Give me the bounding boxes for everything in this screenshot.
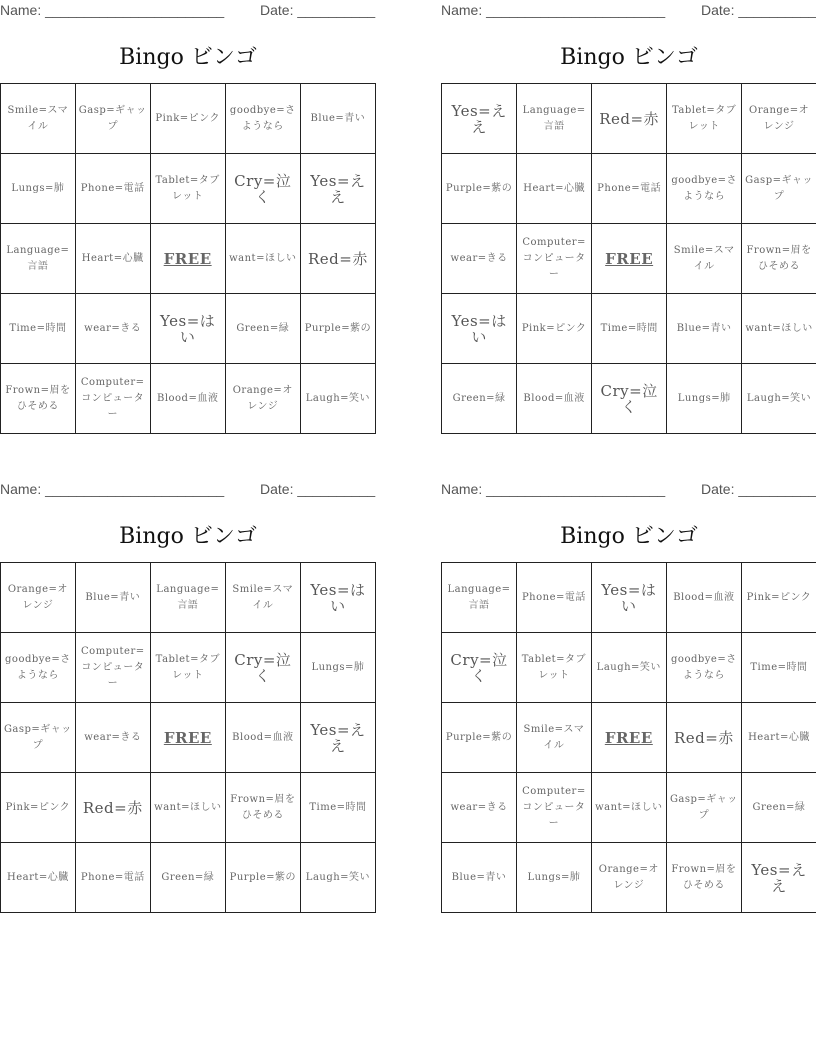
- bingo-cell: Blood=血液: [225, 703, 300, 773]
- bingo-row: [442, 633, 816, 703]
- bingo-cell: goodbye=さようなら: [225, 84, 300, 154]
- bingo-row: [1, 294, 376, 364]
- bingo-cell: Tablet=タブレット: [150, 633, 225, 703]
- bingo-cell: Laugh=笑い: [591, 633, 666, 703]
- bingo-cell: Tablet=タブレット: [517, 633, 592, 703]
- bingo-cell: Smile=スマイル: [667, 224, 742, 294]
- name-field[interactable]: Name: _______________________: [441, 2, 666, 18]
- bingo-cell: Purple=紫の: [442, 154, 517, 224]
- free-space-cell: FREE: [150, 703, 225, 773]
- bingo-cell: Yes=ええ: [741, 843, 816, 913]
- bingo-cell: Red=赤: [666, 703, 741, 773]
- bingo-cell: Red=赤: [592, 84, 667, 154]
- bingo-cell: Language=言語: [150, 563, 225, 633]
- bingo-row: [442, 154, 816, 224]
- date-field[interactable]: Date: __________: [260, 481, 376, 497]
- bingo-cell: Cry=泣く: [225, 633, 300, 703]
- bingo-cell: Gasp=ギャップ: [75, 84, 150, 154]
- bingo-grid: [0, 562, 376, 913]
- bingo-cell: Computer=コンピューター: [75, 364, 150, 434]
- bingo-cell: goodbye=さようなら: [1, 633, 76, 703]
- bingo-cell: Yes=ええ: [442, 84, 517, 154]
- bingo-cell: Tablet=タブレット: [150, 154, 225, 224]
- bingo-cell: Heart=心臓: [75, 224, 150, 294]
- bingo-cell: Orange=オレンジ: [591, 843, 666, 913]
- bingo-cell: Purple=紫の: [225, 843, 300, 913]
- bingo-cell: Language=言語: [442, 563, 517, 633]
- bingo-card-3: [0, 479, 376, 883]
- bingo-cell: Green=緑: [442, 364, 517, 434]
- free-space-cell: FREE: [592, 224, 667, 294]
- bingo-cell: Yes=はい: [591, 563, 666, 633]
- bingo-cell: Heart=心臓: [1, 843, 76, 913]
- bingo-cell: want=ほしい: [591, 773, 666, 843]
- bingo-grid: [441, 562, 816, 913]
- bingo-cell: Time=時間: [592, 294, 667, 364]
- bingo-cell: Pink=ピンク: [741, 563, 816, 633]
- bingo-cell: Tablet=タブレット: [667, 84, 742, 154]
- bingo-cell: Blue=青い: [442, 843, 517, 913]
- bingo-row: [1, 843, 376, 913]
- bingo-cell: Lungs=肺: [517, 843, 592, 913]
- bingo-cell: Phone=電話: [75, 154, 150, 224]
- card-title: Bingo ビンゴ: [119, 524, 257, 549]
- bingo-cell: Laugh=笑い: [300, 843, 375, 913]
- date-field[interactable]: Date: __________: [701, 2, 816, 18]
- bingo-cell: Computer=コンピューター: [75, 633, 150, 703]
- bingo-cell: Yes=はい: [300, 563, 375, 633]
- date-field[interactable]: Date: __________: [260, 2, 376, 18]
- card-title: Bingo ビンゴ: [560, 45, 698, 70]
- bingo-cell: Lungs=肺: [1, 154, 76, 224]
- bingo-row: [1, 773, 376, 843]
- bingo-cell: Blue=青い: [75, 563, 150, 633]
- bingo-cell: Lungs=肺: [667, 364, 742, 434]
- bingo-cell: Red=赤: [300, 224, 375, 294]
- bingo-cell: Green=緑: [741, 773, 816, 843]
- bingo-cell: want=ほしい: [150, 773, 225, 843]
- bingo-row: [442, 843, 816, 913]
- bingo-cell: wear=きる: [75, 294, 150, 364]
- card-header: [441, 479, 816, 501]
- bingo-cell: Blood=血液: [150, 364, 225, 434]
- bingo-cell: Yes=ええ: [300, 703, 375, 773]
- bingo-cell: Orange=オレンジ: [1, 563, 76, 633]
- bingo-cell: Heart=心臓: [517, 154, 592, 224]
- free-space-cell: FREE: [150, 224, 225, 294]
- bingo-row: [1, 563, 376, 633]
- name-field[interactable]: Name: _______________________: [0, 2, 225, 18]
- bingo-cell: Time=時間: [300, 773, 375, 843]
- bingo-cell: Heart=心臓: [741, 703, 816, 773]
- bingo-row: [442, 84, 816, 154]
- bingo-cell: Gasp=ギャップ: [666, 773, 741, 843]
- bingo-row: [1, 703, 376, 773]
- bingo-cell: Orange=オレンジ: [225, 364, 300, 434]
- bingo-cell: Cry=泣く: [225, 154, 300, 224]
- bingo-cell: Cry=泣く: [592, 364, 667, 434]
- bingo-row: [442, 773, 816, 843]
- bingo-row: [442, 703, 816, 773]
- bingo-cell: wear=きる: [442, 224, 517, 294]
- bingo-cell: Pink=ピンク: [1, 773, 76, 843]
- card-title: Bingo ビンゴ: [119, 45, 257, 70]
- bingo-cell: Frown=眉をひそめる: [1, 364, 76, 434]
- bingo-cell: Green=緑: [150, 843, 225, 913]
- bingo-card-4: [441, 479, 816, 895]
- bingo-cell: wear=きる: [75, 703, 150, 773]
- name-field[interactable]: Name: _______________________: [0, 481, 225, 497]
- bingo-cell: Gasp=ギャップ: [742, 154, 816, 224]
- bingo-card-1: [0, 0, 376, 420]
- bingo-cell: Purple=紫の: [442, 703, 517, 773]
- card-title: Bingo ビンゴ: [560, 524, 698, 549]
- bingo-cell: Red=赤: [75, 773, 150, 843]
- bingo-cell: want=ほしい: [742, 294, 816, 364]
- bingo-cell: Computer=コンピューター: [517, 224, 592, 294]
- bingo-row: [1, 154, 376, 224]
- bingo-row: [1, 633, 376, 703]
- bingo-cell: Laugh=笑い: [300, 364, 375, 434]
- bingo-cell: Gasp=ギャップ: [1, 703, 76, 773]
- bingo-cell: Cry=泣く: [442, 633, 517, 703]
- bingo-cell: Orange=オレンジ: [742, 84, 816, 154]
- bingo-cell: Yes=ええ: [300, 154, 375, 224]
- bingo-cell: Smile=スマイル: [517, 703, 592, 773]
- bingo-row: [442, 224, 816, 294]
- bingo-cell: Language=言語: [517, 84, 592, 154]
- bingo-cell: Phone=電話: [75, 843, 150, 913]
- bingo-row: [1, 84, 376, 154]
- bingo-cell: Phone=電話: [517, 563, 592, 633]
- date-field[interactable]: Date: __________: [701, 481, 816, 497]
- bingo-cell: Pink=ピンク: [150, 84, 225, 154]
- bingo-cell: want=ほしい: [225, 224, 300, 294]
- bingo-card-2: [441, 0, 816, 416]
- bingo-row: [442, 563, 816, 633]
- bingo-cell: Purple=紫の: [300, 294, 375, 364]
- bingo-cell: Laugh=笑い: [742, 364, 816, 434]
- bingo-cell: Blue=青い: [667, 294, 742, 364]
- bingo-row: [1, 364, 376, 434]
- bingo-cell: Language=言語: [1, 224, 76, 294]
- bingo-cell: Smile=スマイル: [1, 84, 76, 154]
- bingo-row: [1, 224, 376, 294]
- bingo-cell: Computer=コンピューター: [517, 773, 592, 843]
- bingo-cell: Blue=青い: [300, 84, 375, 154]
- bingo-cell: Smile=スマイル: [225, 563, 300, 633]
- card-header: [0, 479, 376, 501]
- bingo-cell: Time=時間: [741, 633, 816, 703]
- bingo-cell: Time=時間: [1, 294, 76, 364]
- free-space-cell: FREE: [591, 703, 666, 773]
- bingo-cell: Blood=血液: [666, 563, 741, 633]
- bingo-cell: Yes=はい: [442, 294, 517, 364]
- bingo-cell: Frown=眉をひそめる: [742, 224, 816, 294]
- bingo-cell: Pink=ピンク: [517, 294, 592, 364]
- bingo-cell: Frown=眉をひそめる: [225, 773, 300, 843]
- bingo-cell: goodbye=さようなら: [667, 154, 742, 224]
- bingo-cell: Blood=血液: [517, 364, 592, 434]
- name-field[interactable]: Name: _______________________: [441, 481, 666, 497]
- bingo-cell: Frown=眉をひそめる: [666, 843, 741, 913]
- bingo-cell: Green=緑: [225, 294, 300, 364]
- card-header: [0, 0, 376, 22]
- bingo-grid: [441, 83, 816, 434]
- bingo-row: [442, 364, 816, 434]
- bingo-cell: wear=きる: [442, 773, 517, 843]
- bingo-row: [442, 294, 816, 364]
- card-header: [441, 0, 816, 22]
- bingo-cell: Phone=電話: [592, 154, 667, 224]
- bingo-grid: [0, 83, 376, 434]
- bingo-cell: goodbye=さようなら: [666, 633, 741, 703]
- bingo-cell: Lungs=肺: [300, 633, 375, 703]
- bingo-cell: Yes=はい: [150, 294, 225, 364]
